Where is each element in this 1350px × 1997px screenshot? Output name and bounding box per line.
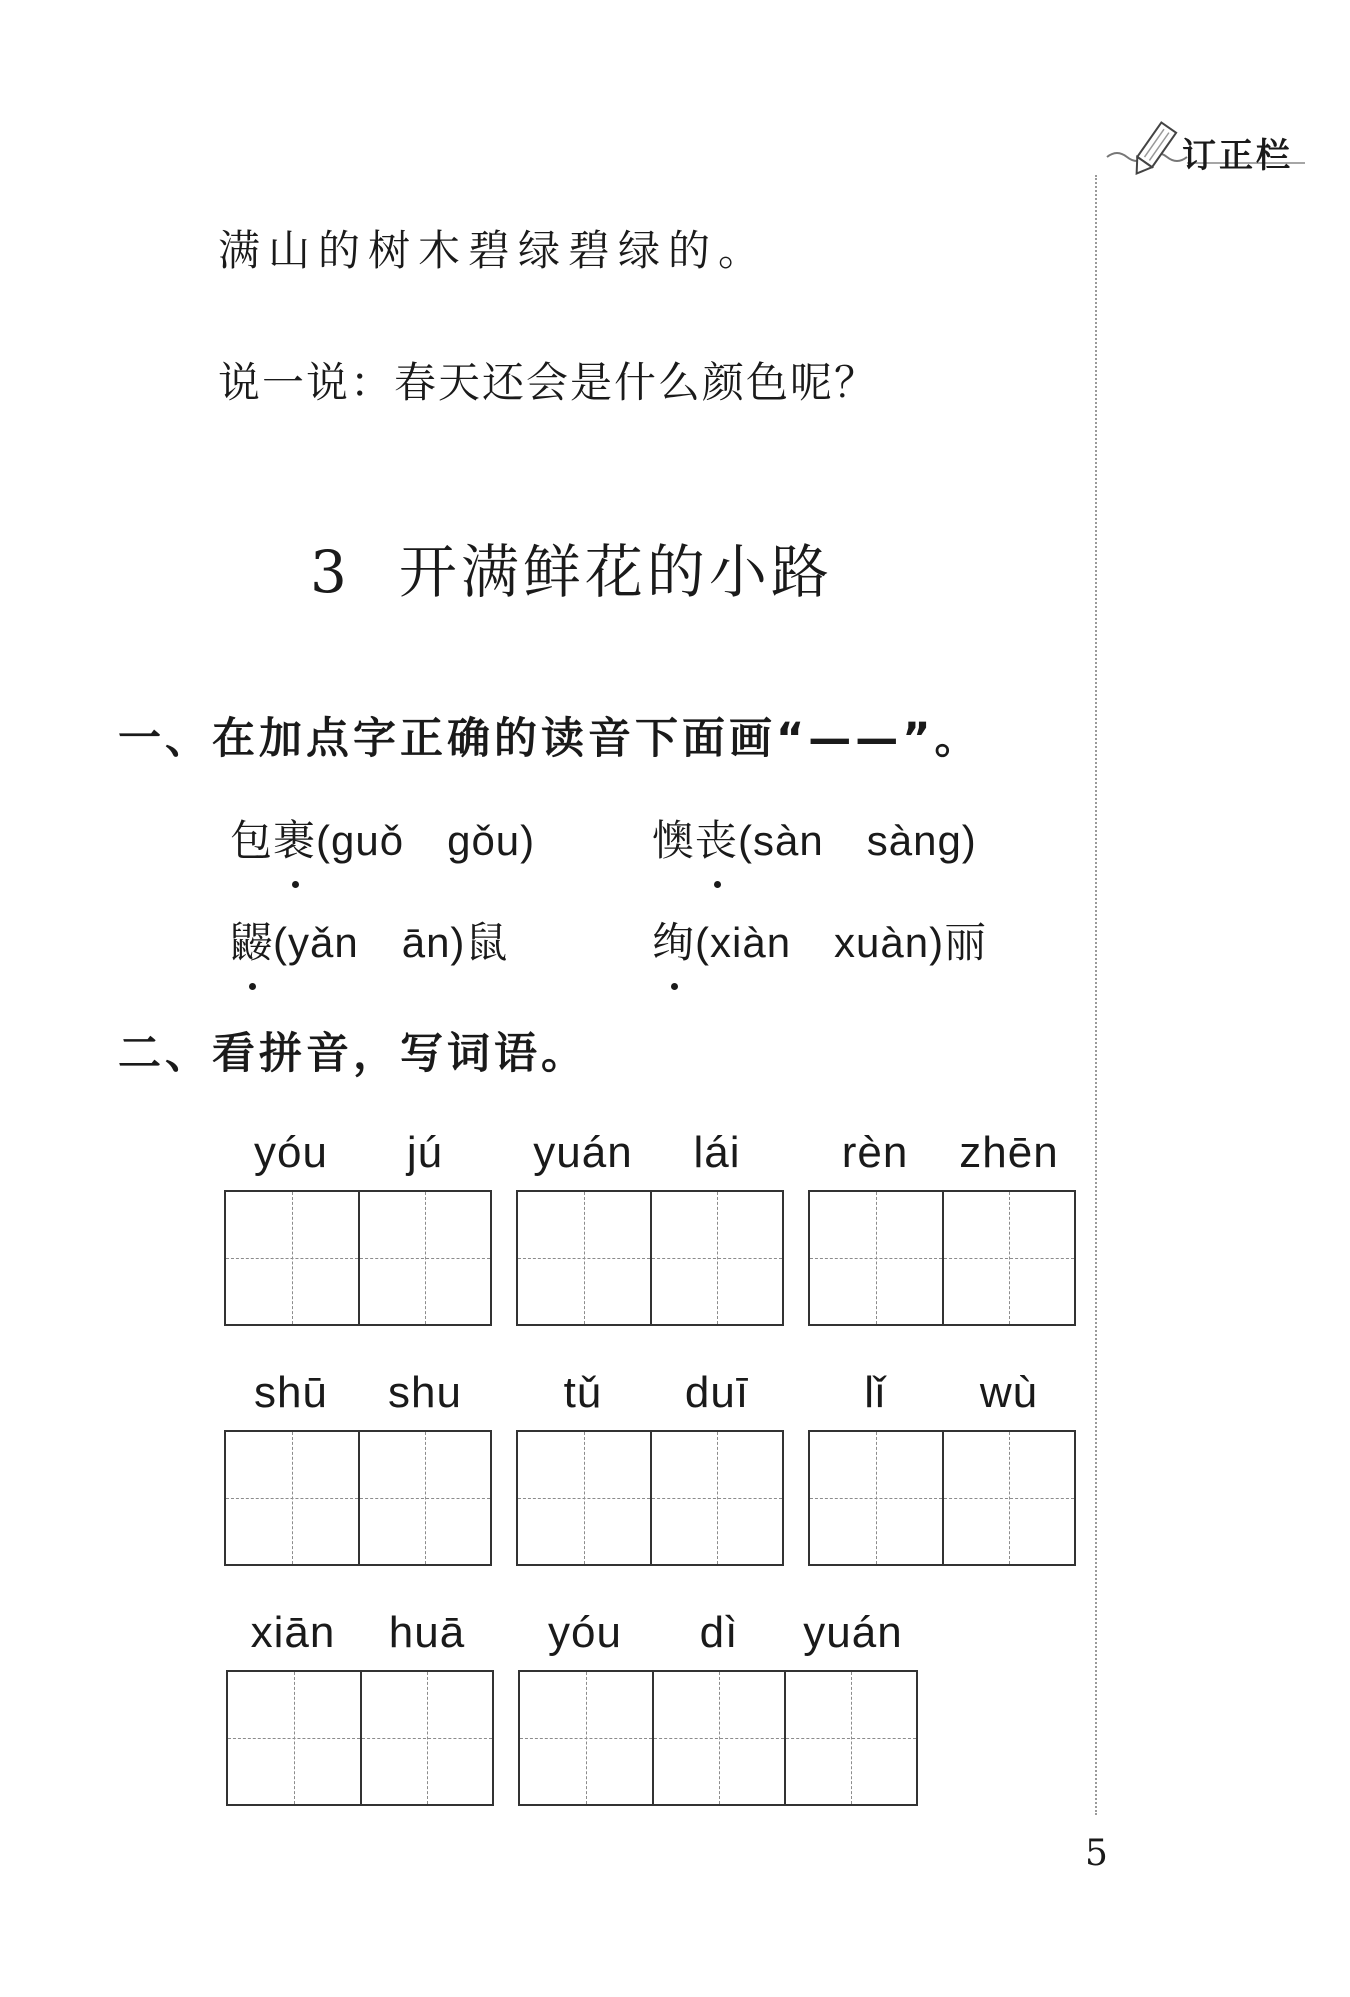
writing-cell[interactable]: [226, 1192, 358, 1324]
discussion-prompt: 说一说：春天还会是什么颜色呢？: [218, 358, 879, 407]
writing-cell[interactable]: [226, 1432, 358, 1564]
lesson-title: [310, 525, 833, 609]
question-item: 懊丧(sàn sàng): [652, 808, 977, 868]
writing-grid[interactable]: [224, 1190, 492, 1326]
writing-grid[interactable]: [808, 1190, 1076, 1326]
writing-grid[interactable]: [808, 1430, 1076, 1566]
writing-grid[interactable]: [516, 1430, 784, 1566]
writing-cell[interactable]: [652, 1672, 784, 1804]
writing-cell[interactable]: [358, 1432, 490, 1564]
writing-cell[interactable]: [942, 1192, 1074, 1324]
dotted-character: 鼹: [230, 910, 273, 970]
sidebar-title: 订正栏: [1182, 136, 1293, 176]
writing-cell[interactable]: [650, 1432, 782, 1564]
question-item: 鼹(yǎn ān)鼠: [230, 910, 508, 970]
pinyin-options: (guǒ gǒu): [316, 817, 536, 864]
pencil-icon: [1129, 122, 1176, 175]
intro-sentence: 满山的树木碧绿碧绿的。: [218, 226, 769, 275]
page-number: 5: [1085, 1833, 1108, 1874]
writing-grid[interactable]: [516, 1190, 784, 1326]
section2-title: 二、看拼音，写词语。: [118, 1029, 588, 1079]
writing-cell[interactable]: [518, 1192, 650, 1324]
sidebar-divider: [1095, 175, 1097, 1815]
question-item: 绚(xiàn xuàn)丽: [652, 910, 987, 970]
writing-cell[interactable]: [520, 1672, 652, 1804]
writing-grid[interactable]: [518, 1670, 918, 1806]
dotted-character: 绚: [652, 910, 695, 970]
writing-cell[interactable]: [810, 1432, 942, 1564]
writing-cell[interactable]: [942, 1432, 1074, 1564]
dotted-character: 丧: [695, 808, 738, 868]
question-item: 包裹(guǒ gǒu): [230, 808, 535, 868]
pinyin-options: (yǎn ān): [273, 919, 466, 966]
section1-title: 一、在加点字正确的读音下面画“——”。: [118, 714, 982, 764]
writing-cell[interactable]: [360, 1672, 492, 1804]
writing-grid[interactable]: [224, 1430, 492, 1566]
writing-cell[interactable]: [810, 1192, 942, 1324]
pinyin-options: (sàn sàng): [738, 817, 977, 864]
dotted-character: 裹: [273, 808, 316, 868]
pinyin-options: (xiàn xuàn): [695, 919, 945, 966]
writing-cell[interactable]: [518, 1432, 650, 1564]
writing-cell[interactable]: [650, 1192, 782, 1324]
lesson-number: 3: [310, 538, 351, 606]
lesson-name: 开满鲜花的小路: [398, 538, 833, 606]
writing-grid[interactable]: [226, 1670, 494, 1806]
writing-cell[interactable]: [228, 1672, 360, 1804]
writing-cell[interactable]: [358, 1192, 490, 1324]
writing-cell[interactable]: [784, 1672, 916, 1804]
